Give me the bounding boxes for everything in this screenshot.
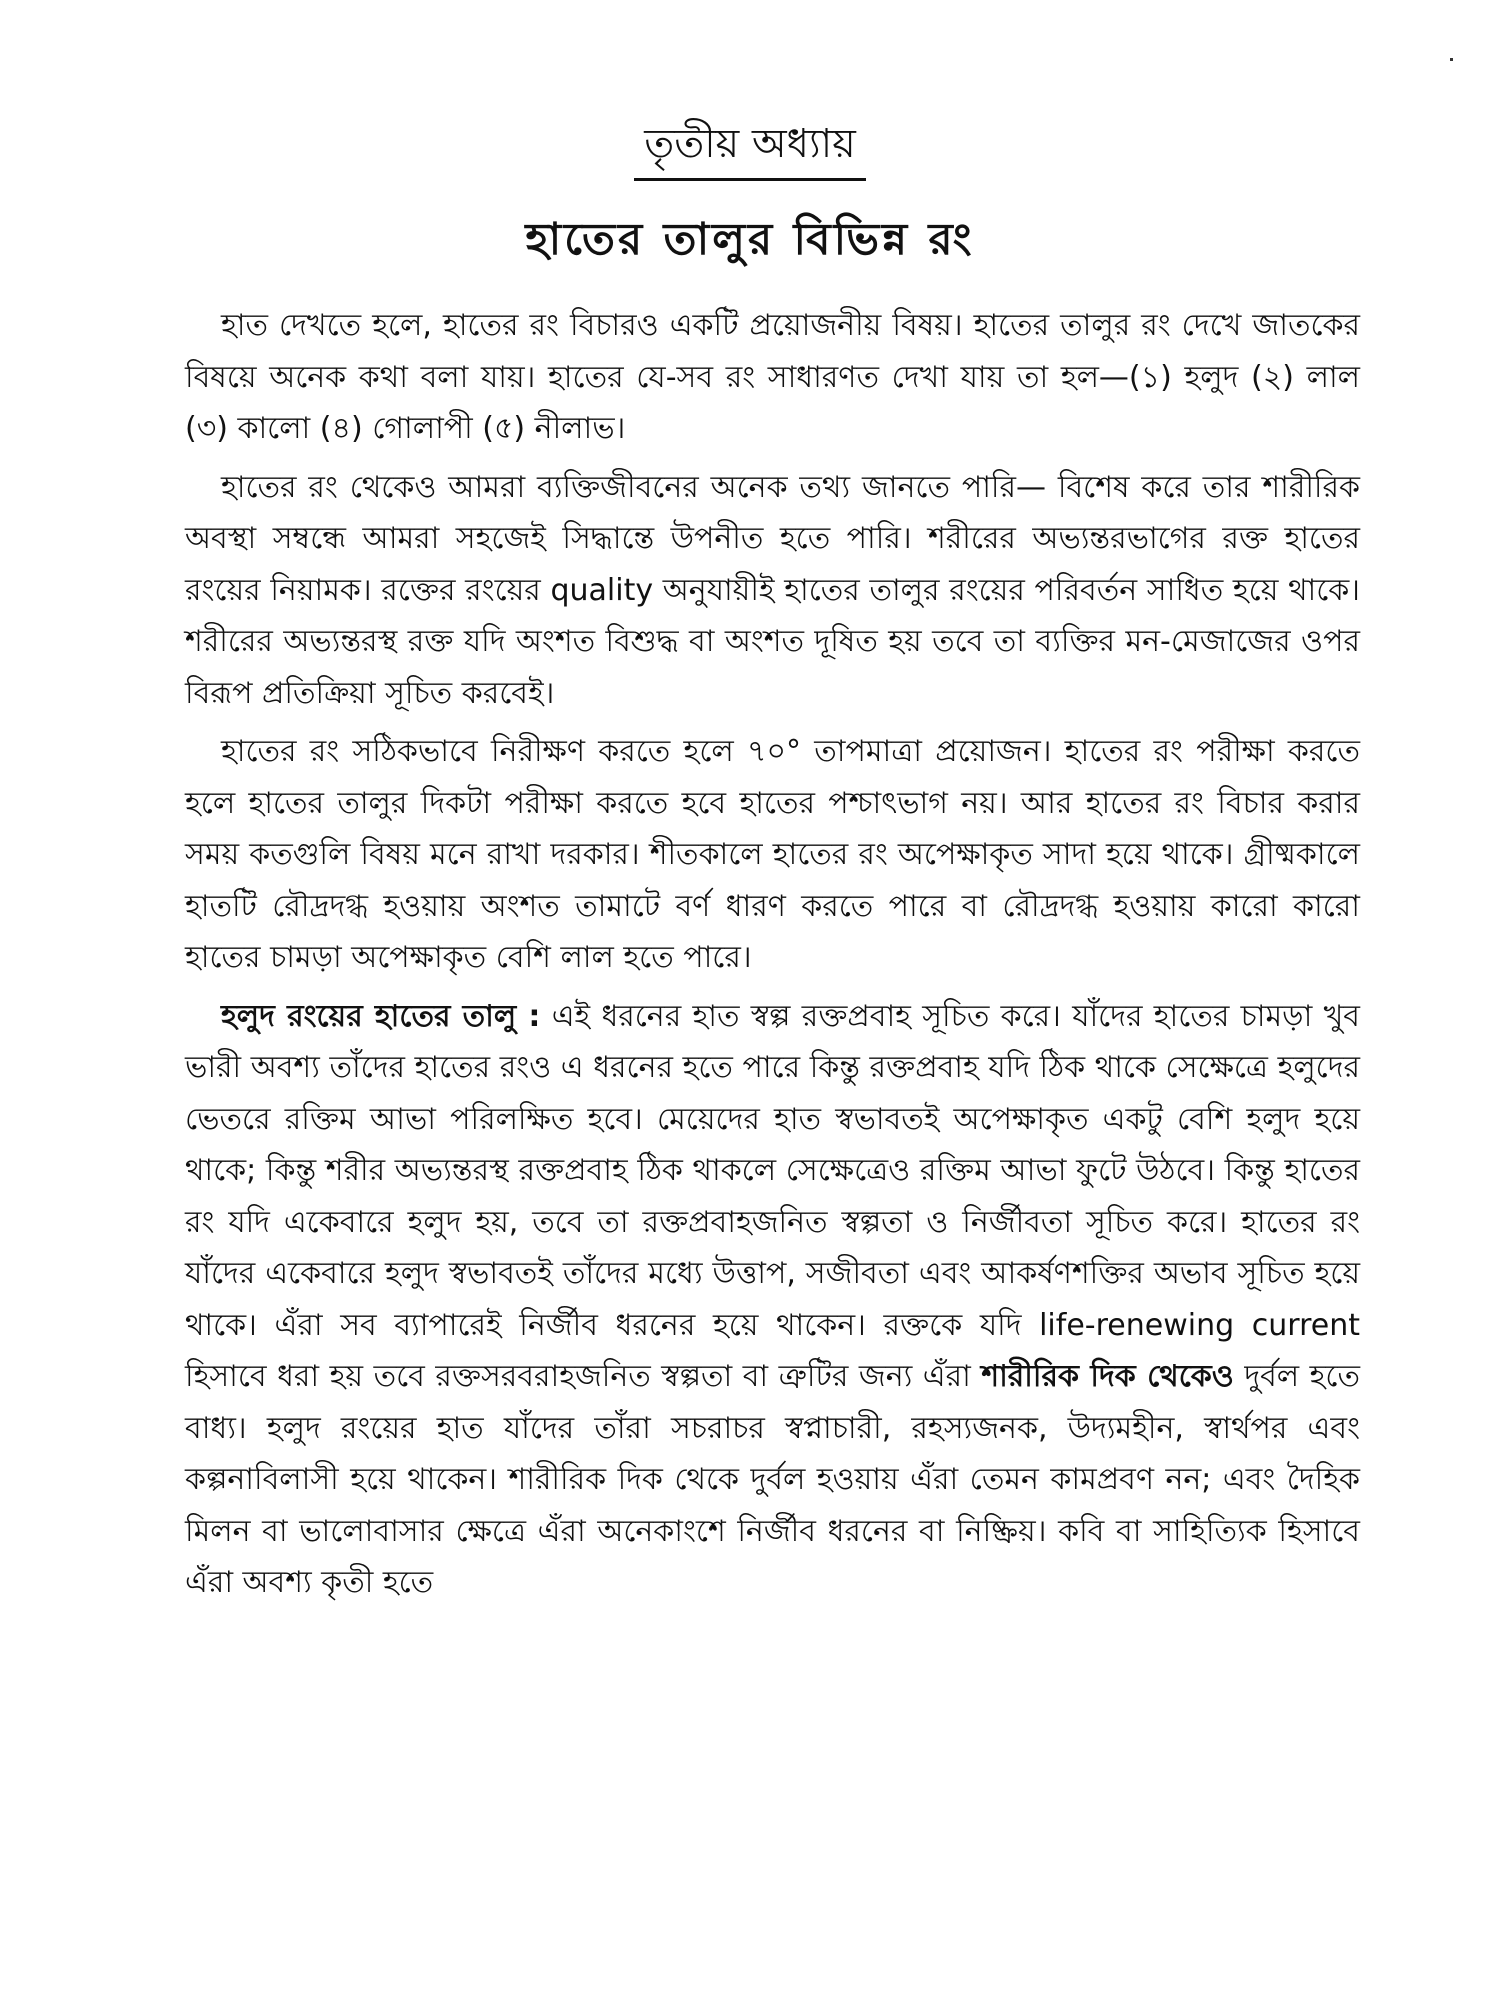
paragraph-intro: হাত দেখতে হলে, হাতের রং বিচারও একটি প্রয়োজনীয় বিষয়। হাতের তালুর রং দেখে জাতকের বিষয়ে অনেক কথা বলা যায়। হাতের যে-সব রং সাধারণত দেখা যায় তা হল—(১) হলুদ (২) লাল (৩) কালো (৪) গোলাপী (৫) নীলাভ।: [185, 308, 1360, 446]
chapter-label-text: তৃতীয় অধ্যায়: [634, 120, 866, 181]
paragraph-yellow-palm: [185, 991, 1360, 1609]
paragraph-observation: হাতের রং সঠিকভাবে নিরীক্ষণ করতে হলে ৭০° তাপমাত্রা প্রয়োজন। হাতের রং পরীক্ষা করতে হলে হাতের তালুর দিকটা পরীক্ষা করতে হবে হাতের পশ্চাৎভাগ নয়। আর হাতের রং বিচার করার সময় কতগুলি বিষয় মনে রাখা দরকার। শীতকালে হাতের রং অপেক্ষাকৃত সাদা হয়ে থাকে। গ্রীষ্মকালে হাতটি রৌদ্রদগ্ধ হওয়ায় অংশত তামাটে বর্ণ ধারণ করতে পারে বা রৌদ্রদগ্ধ হওয়ায় কারো কারো হাতের চামড়া অপেক্ষাকৃত বেশি লাল হতে পারে।: [185, 734, 1360, 975]
paragraph-yellow-bold: শারীরিক দিক থেকেও: [981, 1359, 1234, 1394]
paragraph-yellow-text-c: দুর্বল হতে বাধ্য। হলুদ রংয়ের হাত যাঁদের তাঁরা সচরাচর স্বপ্নাচারী, রহস্যজনক, উদ্যমহীন, স্বার্থপর এবং কল্পনাবিলাসী হয়ে থাকেন। শারীরিক দিক থেকে দুর্বল হওয়ায় এঁরা তেমন কামপ্রবণ নন; এবং দৈহিক মিলন বা ভালোবাসার ক্ষেত্রে এঁরা অনেকাংশে নির্জীব ধরনের বা নিষ্ক্রিয়। কবি বা সাহিত্যিক হিসাবে এঁরা অবশ্য কৃতী হতে: [185, 1359, 1360, 1600]
paragraph-yellow-text-a: এই ধরনের হাত স্বল্প রক্তপ্রবাহ সূচিত করে। যাঁদের হাতের চামড়া খুব ভারী অবশ্য তাঁদের হাতের রংও এ ধরনের হতে পারে কিন্তু রক্তপ্রবাহ যদি ঠিক থাকে সেক্ষেত্রে হলুদের ভেতরে রক্তিম আভা পরিলক্ষিত হবে। মেয়েদের হাত স্বভাবতই অপেক্ষাকৃত একটু বেশি হলুদ হয়ে থাকে; কিন্তু শরীর অভ্যন্তরস্থ রক্তপ্রবাহ ঠিক থাকলে সেক্ষেত্রেও রক্তিম আভা ফুটে উঠবে। কিন্তু হাতের রং যদি একেবারে হলুদ হয়, তবে তা রক্তপ্রবাহজনিত স্বল্পতা ও নির্জীবতা সূচিত করে। হাতের রং যাঁদের একেবারে হলুদ স্বভাবতই তাঁদের মধ্যে উত্তাপ, সজীবতা এবং আকর্ষণশক্তির অভাব সূচিত হয়ে থাকে। এঁরা সব ব্যাপারেই নির্জীব ধরনের হয়ে থাকেন। রক্তকে যদি life-renewing current হিসাবে ধরা হয় তবে রক্তসরবরাহজনিত স্বল্পতা বা ত্রুটির জন্য এঁরা: [185, 998, 1360, 1394]
paragraph-blood-quality: হাতের রং থেকেও আমরা ব্যক্তিজীবনের অনেক তথ্য জানতে পারি— বিশেষ করে তার শারীরিক অবস্থা সম্বন্ধে আমরা সহজেই সিদ্ধান্তে উপনীত হতে পারি। শরীরের অভ্যন্তরভাগের রক্ত হাতের রংয়ের নিয়ামক। রক্তের রংয়ের quality অনুযায়ীই হাতের তালুর রংয়ের পরিবর্তন সাধিত হয়ে থাকে। শরীরের অভ্যন্তরস্থ রক্ত যদি অংশত বিশুদ্ধ বা অংশত দূষিত হয় তবে তা ব্যক্তির মন-মেজাজের ওপর বিরূপ প্রতিক্রিয়া সূচিত করবেই।: [185, 469, 1360, 711]
chapter-label: [0, 120, 1500, 181]
body-text: [185, 300, 1360, 1616]
chapter-title: হাতের তালুর বিভিন্ন রং: [525, 214, 975, 265]
print-speck: [1450, 58, 1453, 61]
section-lead-yellow-palm: হলুদ রংয়ের হাতের তালু :: [221, 998, 541, 1034]
